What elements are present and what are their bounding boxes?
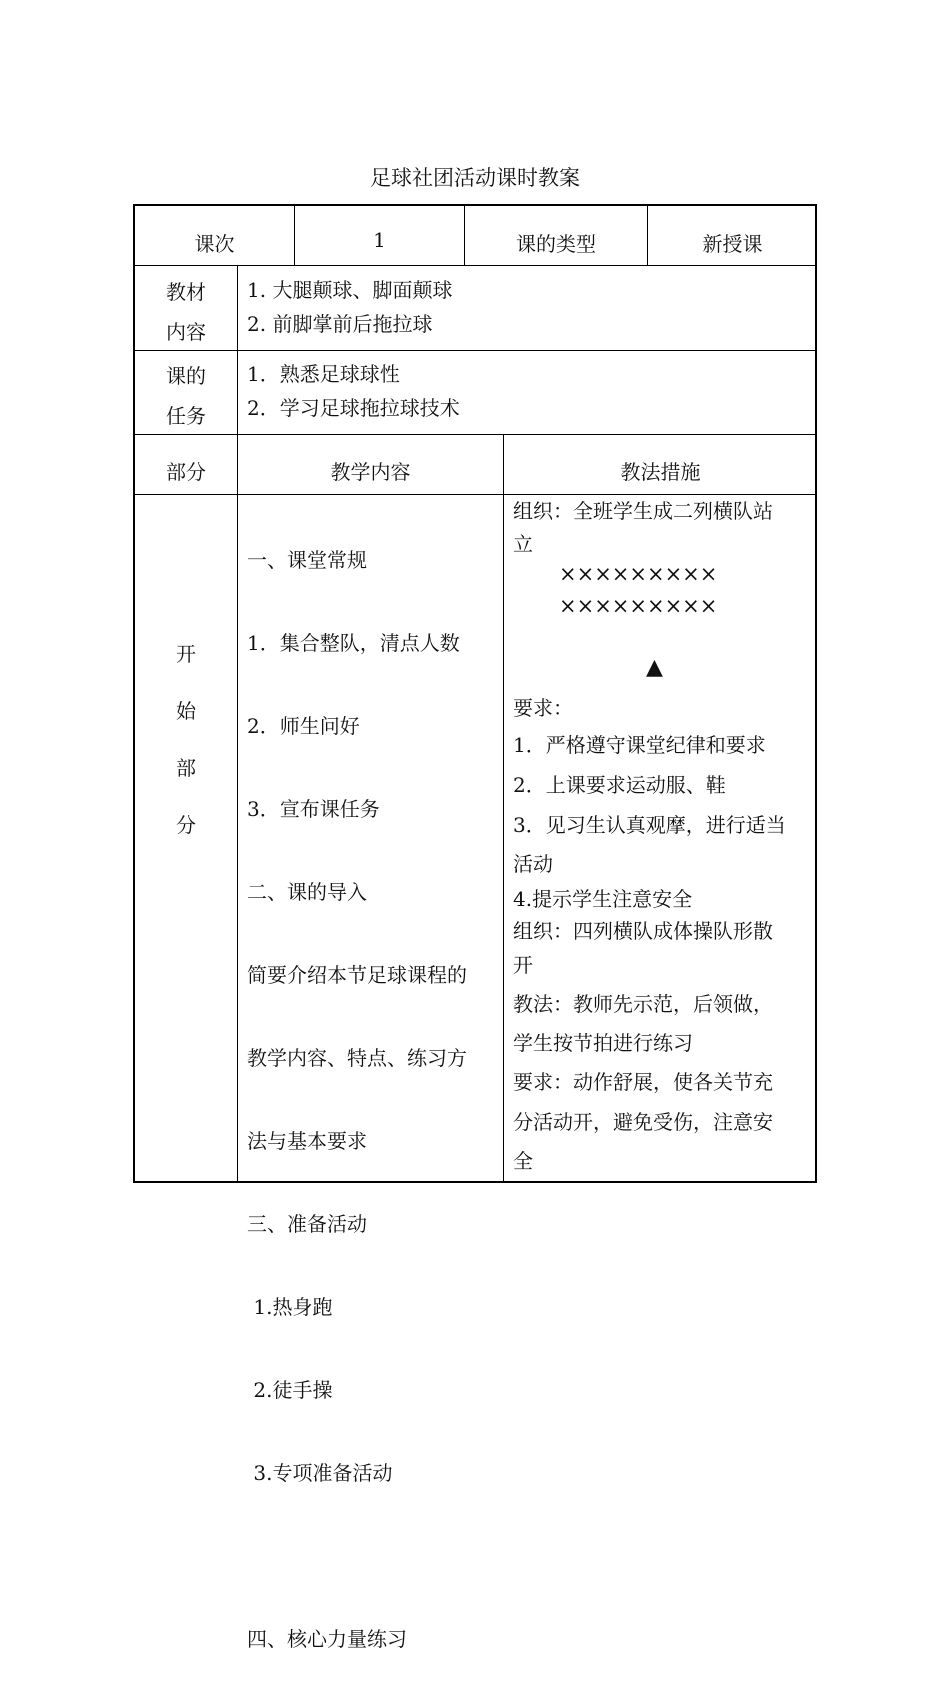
material-item: 1. 大腿颠球、脚面颠球 [247, 278, 453, 302]
start-content: 一、课堂常规 1．集合整队，清点人数 2．师生问好 3．宣布课任务 二、课的导入 简要介绍本节足球课程的 教学内容、特点、练习方 法与基本要求 三、准备活动 1.热身跑 2.徒手操 3.专项准备活动 四、核心力量练习 [247, 548, 467, 1651]
task-item: 2．学习足球拖拉球技术 [247, 396, 460, 420]
lesson-table [133, 204, 817, 1651]
task-label: 课的 任务 [166, 364, 206, 428]
col-divider [503, 434, 504, 1183]
material-label: 教材 内容 [166, 280, 206, 344]
lesson-label: 课次 [194, 232, 235, 256]
column-content: 教学内容 [330, 460, 411, 484]
column-part: 部分 [166, 460, 206, 484]
method-req-1: 要求： 1．严格遵守课堂纪律和要求 2．上课要求运动服、鞋 3．见习生认真观摩，进行适当 活动 4.提示学生注意安全 [513, 696, 786, 911]
page-title: 足球社团活动课时教案 [370, 166, 580, 190]
material-item: 2. 前脚掌前后拖拉球 [247, 312, 433, 336]
material-content [247, 273, 807, 341]
method-org-2: 组织：四列横队成体操队形散 开 教法：教师先示范，后领做， 学生按节拍进行练习 要求：动作舒展，使各关节充 分活动开，避免受伤，注意安 全 [513, 919, 773, 1173]
part-label-start: 开 始 部 分 [176, 642, 196, 837]
method-org-1: 组织：全班学生成二列横队站 立 [513, 499, 773, 556]
teacher-marker-icon: ▲ [646, 655, 663, 680]
column-method: 教法措施 [620, 460, 701, 484]
formation-row: ××××××××× [559, 594, 718, 618]
lesson-value: 1 [373, 228, 386, 252]
task-item: 1．熟悉足球球性 [247, 362, 400, 386]
formation-row: ××××××××× [559, 562, 718, 586]
task-content [247, 357, 807, 425]
type-value: 新授课 [702, 232, 763, 256]
type-label: 课的类型 [516, 232, 596, 256]
formation-diagram [559, 558, 779, 622]
col-divider [237, 265, 238, 1183]
